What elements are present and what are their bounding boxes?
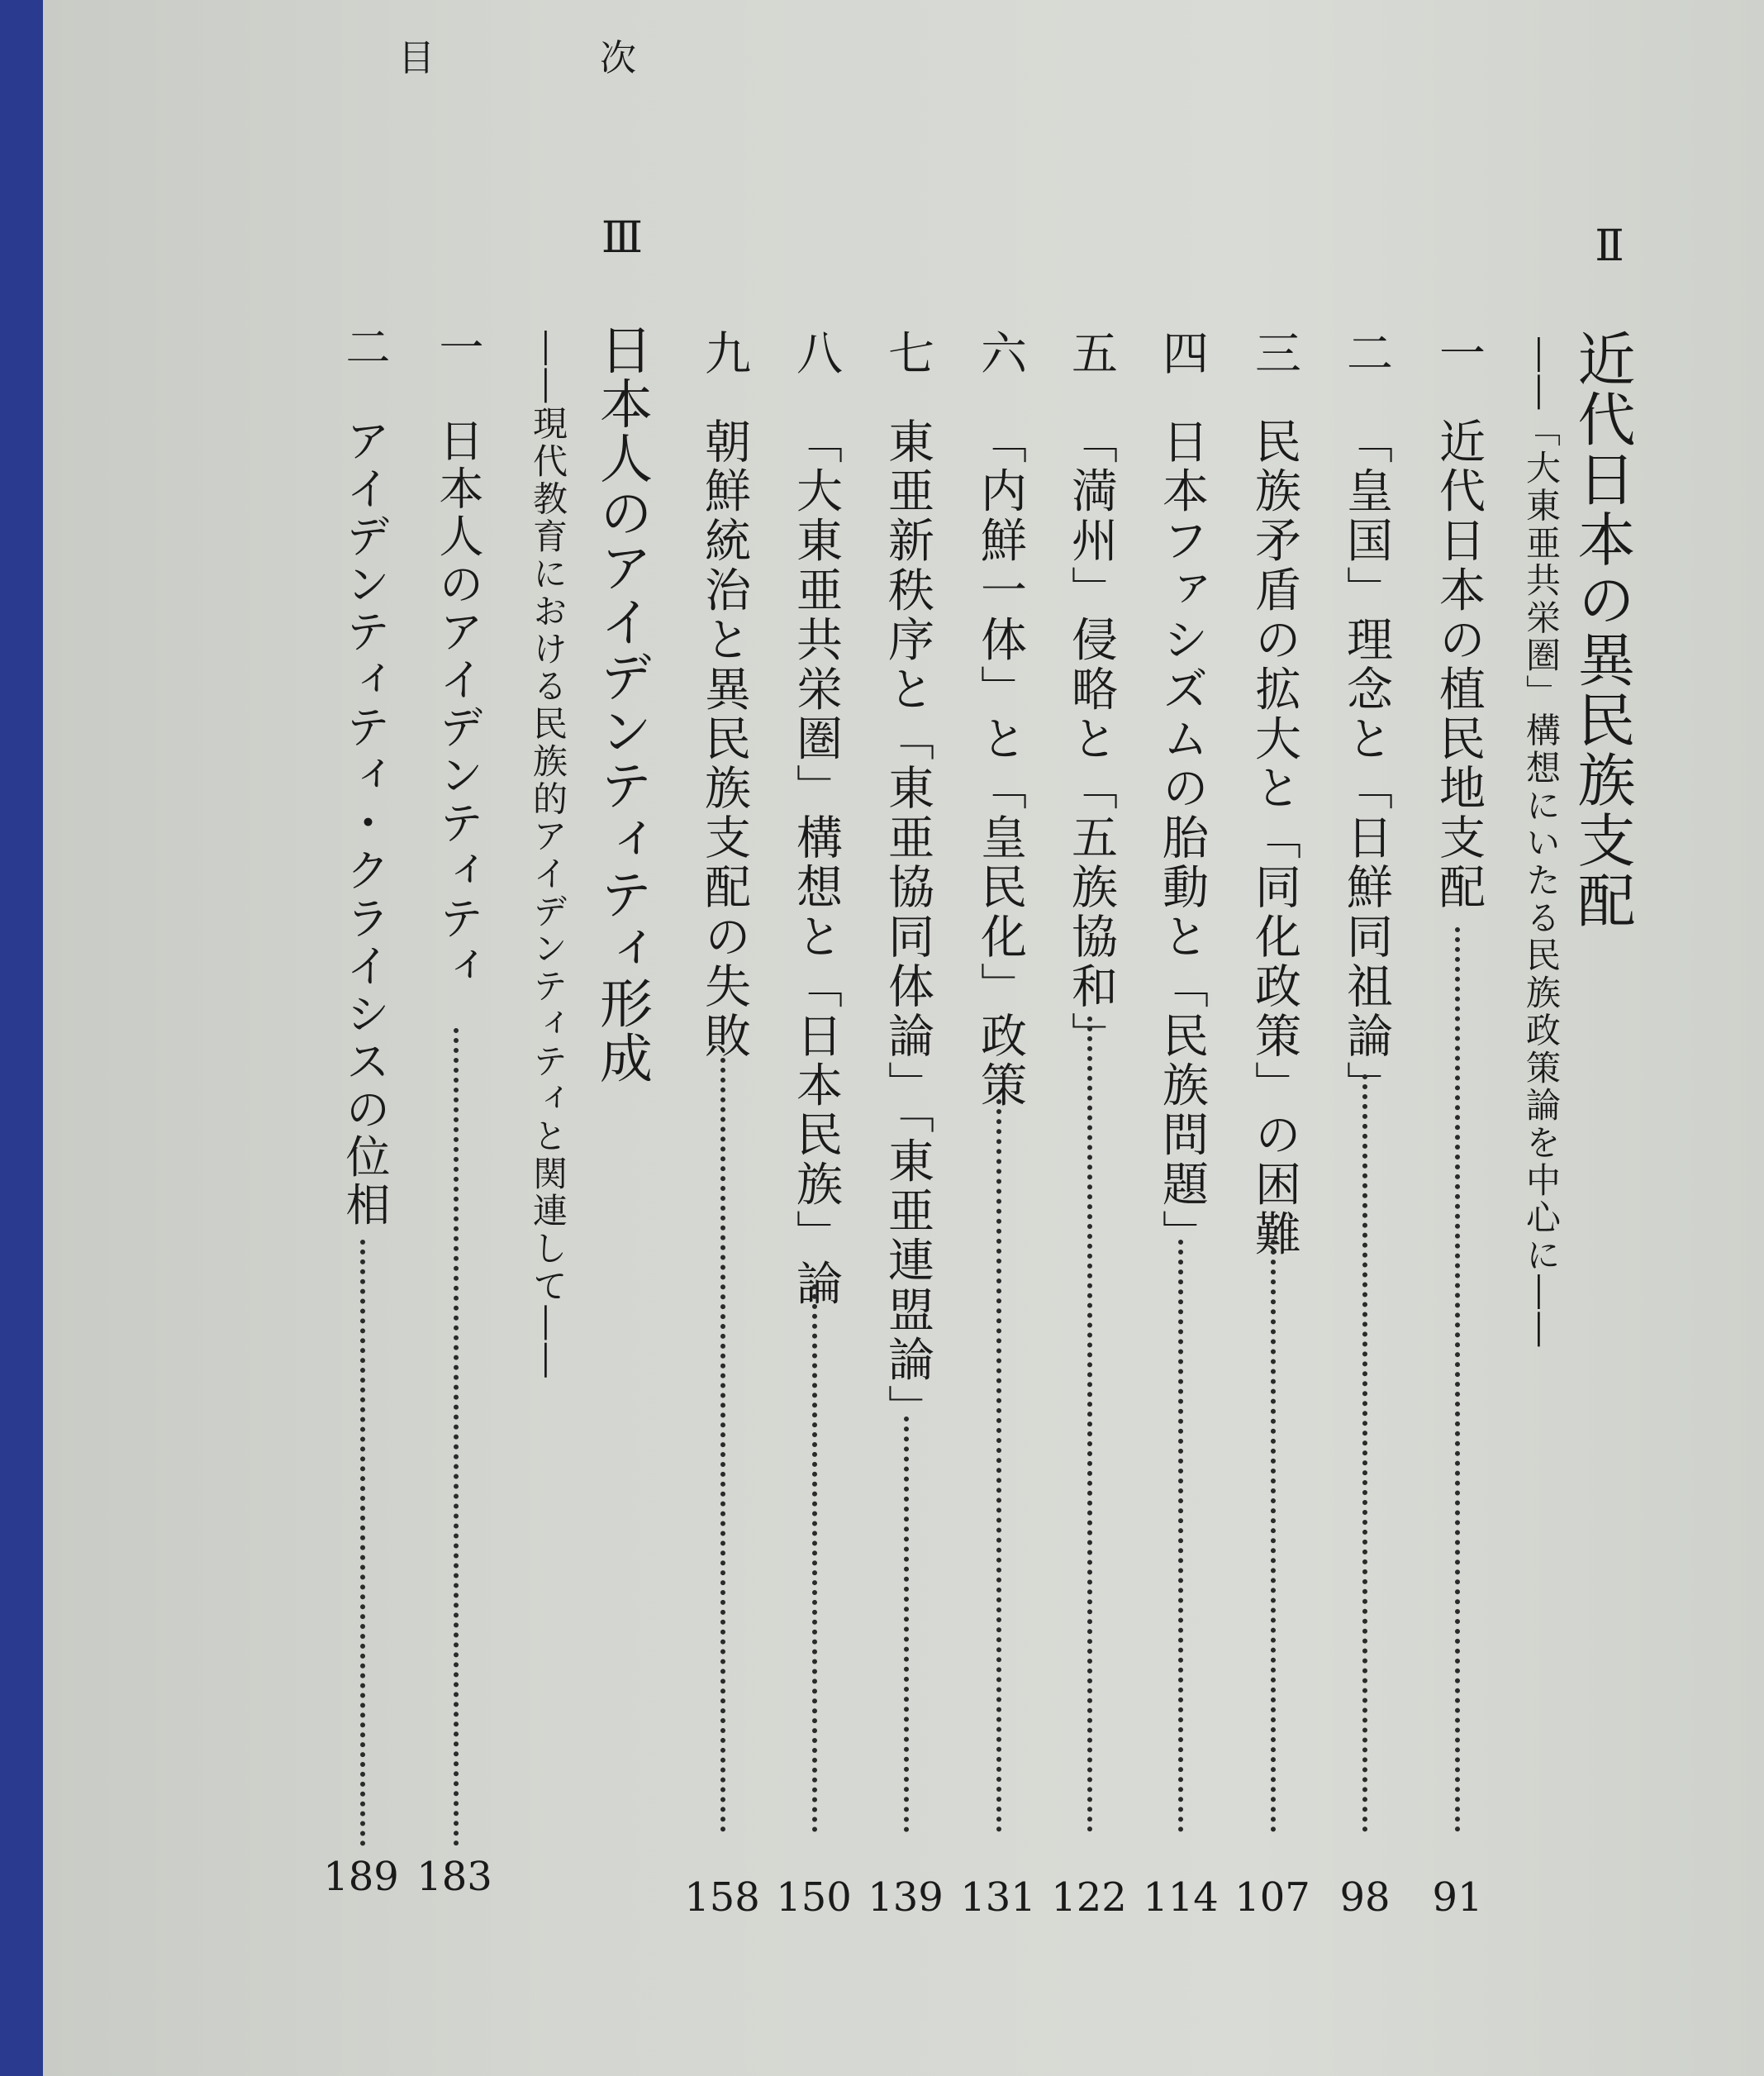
book-page — [43, 0, 1764, 2076]
entry-page-number: 107 — [1234, 1874, 1310, 1921]
entry-number: 一 — [432, 324, 484, 369]
entry-number: 八 — [789, 329, 843, 375]
entry-title: 東亜新秩序と「東亜協同体論」「東亜連盟論」 — [881, 417, 934, 1435]
entry-number: 一 — [1432, 329, 1486, 375]
entry-title: 「内鮮一体」と「皇民化」政策 — [973, 417, 1027, 1111]
entry-page-number: 98 — [1339, 1874, 1391, 1921]
dot-leader — [1455, 927, 1460, 1832]
dot-leader — [720, 1058, 725, 1832]
entry-title: 日本ファシズムの胎動と「民族問題」 — [1155, 417, 1209, 1259]
entry-title: 近代日本の植民地支配 — [1432, 417, 1486, 913]
dot-leader — [1271, 1240, 1276, 1832]
entry-page-number: 114 — [1143, 1874, 1219, 1921]
entry-title: 「大東亜共栄圏」構想と「日本民族」論 — [789, 417, 843, 1309]
entry-number: 七 — [881, 329, 934, 375]
entry-title: 日本人のアイデンティティ — [432, 417, 484, 991]
dot-leader — [812, 1284, 817, 1832]
entry-page-number: 158 — [684, 1874, 760, 1921]
entry-page-number: 139 — [868, 1874, 944, 1921]
dot-leader — [1362, 1074, 1367, 1832]
page-header: 目 次 — [398, 37, 701, 79]
part3-numeral: Ⅲ — [597, 213, 647, 263]
entry-page-number: 183 — [416, 1854, 492, 1900]
part3-title: 日本人のアイデンティティ形成 — [591, 322, 652, 1085]
entry-title: 朝鮮統治と異民族支配の失敗 — [697, 417, 751, 1061]
entry-page-number: 91 — [1432, 1874, 1483, 1921]
dot-leader — [454, 1028, 459, 1846]
entry-number: 二 — [339, 324, 391, 369]
dot-leader — [996, 1099, 1001, 1832]
dot-leader — [1178, 1240, 1183, 1832]
dot-leader — [904, 1417, 909, 1832]
entry-number: 三 — [1248, 329, 1301, 375]
entry-page-number: 122 — [1051, 1874, 1127, 1921]
entry-title: 民族矛盾の拡大と「同化政策」の困難 — [1248, 417, 1301, 1259]
part2-numeral: Ⅱ — [1585, 221, 1634, 271]
part2-subtitle: ――「大東亜共栄圏」構想にいたる民族政策論を中心に―― — [1521, 337, 1562, 1350]
part3-subtitle: ――現代教育における民族的アイデンティティと関連して―― — [528, 331, 568, 1381]
dot-leader — [1087, 1017, 1092, 1832]
entry-page-number: 189 — [323, 1854, 399, 1900]
entry-number: 六 — [973, 329, 1027, 375]
entry-page-number: 150 — [776, 1874, 852, 1921]
entry-title: 「皇国」理念と「日鮮同祖論」 — [1339, 417, 1393, 1111]
entry-number: 五 — [1064, 329, 1118, 375]
entry-number: 九 — [697, 329, 751, 375]
entry-number: 四 — [1155, 329, 1209, 375]
entry-page-number: 131 — [960, 1874, 1036, 1921]
dot-leader — [360, 1240, 365, 1846]
entry-title: 「満州」侵略と「五族協和」 — [1064, 417, 1118, 1061]
part2-title: 近代日本の異民族支配 — [1568, 329, 1636, 931]
entry-number: 二 — [1339, 329, 1393, 375]
entry-title: アイデンティティ・クライシスの位相 — [339, 417, 391, 1230]
